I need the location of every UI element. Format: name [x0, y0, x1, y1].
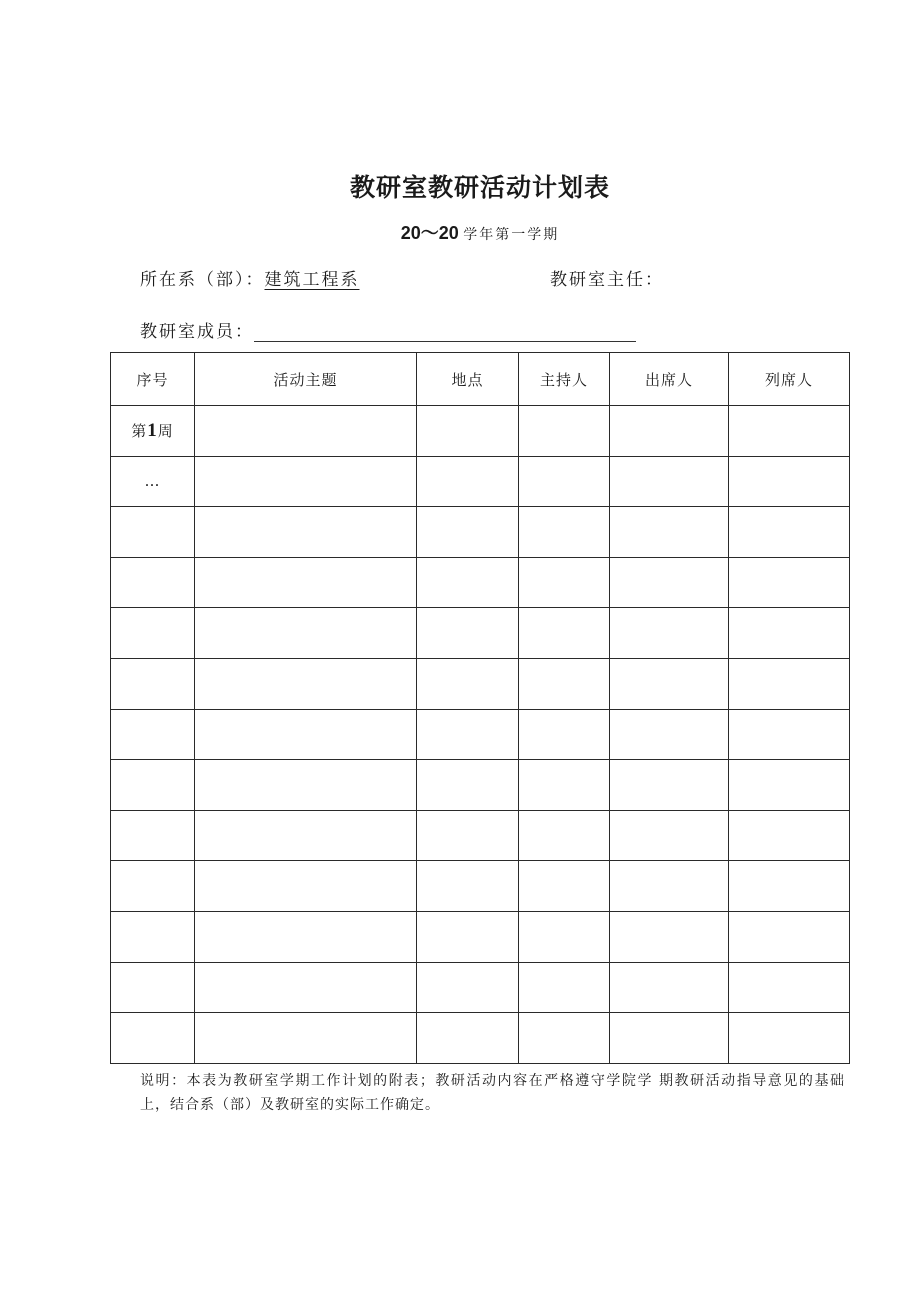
- footnote: 说明：本表为教研室学期工作计划的附表；教研活动内容在严格遵守学院学 期教研活动指导意见的基础上，结合系（部）及教研室的实际工作确定。: [140, 1073, 845, 1113]
- table-cell[interactable]: [417, 557, 519, 608]
- table-cell[interactable]: [195, 507, 417, 558]
- table-cell[interactable]: [417, 962, 519, 1013]
- table-cell[interactable]: [729, 861, 850, 912]
- term-subtitle: [0, 219, 920, 245]
- table-cell[interactable]: [519, 810, 610, 861]
- table-cell[interactable]: [417, 608, 519, 659]
- table-cell[interactable]: [111, 709, 195, 760]
- table-cell[interactable]: [195, 406, 417, 457]
- table-cell[interactable]: [111, 861, 195, 912]
- table-row: [111, 406, 850, 457]
- table-row: [111, 608, 850, 659]
- table-row: [111, 456, 850, 507]
- table-cell[interactable]: [417, 1013, 519, 1064]
- table-cell[interactable]: [610, 658, 729, 709]
- table-row: [111, 1013, 850, 1064]
- members-label: 教研室成员：: [140, 322, 254, 342]
- department-field: [140, 265, 360, 290]
- table-row: [111, 962, 850, 1013]
- table-cell[interactable]: [729, 962, 850, 1013]
- table-cell[interactable]: [195, 962, 417, 1013]
- term-label: 学年第一学期: [463, 227, 560, 243]
- table-cell[interactable]: [417, 861, 519, 912]
- table-cell[interactable]: [195, 911, 417, 962]
- table-row: [111, 507, 850, 558]
- table-row: [111, 810, 850, 861]
- table-cell[interactable]: [610, 911, 729, 962]
- table-row: [111, 557, 850, 608]
- director-field: [550, 265, 664, 290]
- table-cell[interactable]: [610, 406, 729, 457]
- table-row: [111, 709, 850, 760]
- activity-plan-table: [110, 352, 850, 1064]
- table-cell[interactable]: [417, 456, 519, 507]
- header-observers: 列席人: [729, 353, 850, 406]
- table-header-row: [111, 353, 850, 406]
- week-prefix: 第: [131, 421, 148, 440]
- table-cell[interactable]: [519, 406, 610, 457]
- table-cell[interactable]: [195, 810, 417, 861]
- members-blank-line: [254, 325, 636, 342]
- table-cell[interactable]: [417, 709, 519, 760]
- department-label: 所在系（部）：: [140, 270, 265, 290]
- header-index: 序号: [111, 353, 195, 406]
- table-cell[interactable]: [610, 608, 729, 659]
- week-suffix: 周: [157, 421, 174, 440]
- table-cell[interactable]: [195, 658, 417, 709]
- table-cell[interactable]: [519, 911, 610, 962]
- week-number: 1: [147, 419, 158, 441]
- table-cell[interactable]: [111, 962, 195, 1013]
- table-cell[interactable]: [111, 810, 195, 861]
- table-cell[interactable]: [111, 1013, 195, 1064]
- table-cell[interactable]: [610, 1013, 729, 1064]
- table-cell[interactable]: [417, 658, 519, 709]
- table-cell[interactable]: [417, 911, 519, 962]
- table-cell[interactable]: [729, 1013, 850, 1064]
- header-topic: 活动主题: [195, 353, 417, 406]
- table-cell[interactable]: [610, 861, 729, 912]
- table-cell[interactable]: [195, 861, 417, 912]
- header-attendees: 出席人: [610, 353, 729, 406]
- table-cell[interactable]: [519, 658, 610, 709]
- table-cell[interactable]: [195, 1013, 417, 1064]
- table-cell[interactable]: [729, 557, 850, 608]
- table-cell[interactable]: [111, 658, 195, 709]
- table-cell[interactable]: [729, 760, 850, 811]
- table-cell[interactable]: [610, 962, 729, 1013]
- page-title: 教研室教研活动计划表: [349, 173, 610, 202]
- header-host: 主持人: [519, 353, 610, 406]
- header-location: 地点: [417, 353, 519, 406]
- table-row: [111, 760, 850, 811]
- table-cell[interactable]: [111, 760, 195, 811]
- week-cell: [111, 406, 195, 457]
- table-cell[interactable]: [417, 406, 519, 457]
- table-cell[interactable]: [729, 608, 850, 659]
- table-row: [111, 658, 850, 709]
- table-cell[interactable]: [195, 760, 417, 811]
- table-cell[interactable]: [610, 709, 729, 760]
- table-cell[interactable]: [729, 507, 850, 558]
- academic-years: 20～20: [400, 223, 459, 243]
- table-cell[interactable]: [729, 709, 850, 760]
- table-cell[interactable]: [417, 760, 519, 811]
- table-row: [111, 861, 850, 912]
- table-cell[interactable]: [195, 709, 417, 760]
- table-cell[interactable]: [729, 810, 850, 861]
- table-cell[interactable]: [610, 557, 729, 608]
- table-cell[interactable]: [519, 962, 610, 1013]
- table-cell[interactable]: [195, 456, 417, 507]
- members-field: [140, 317, 636, 342]
- table-cell[interactable]: [729, 406, 850, 457]
- table-cell[interactable]: [111, 557, 195, 608]
- table-cell[interactable]: [610, 507, 729, 558]
- table-cell[interactable]: [111, 608, 195, 659]
- table-cell[interactable]: [519, 760, 610, 811]
- department-value: 建筑工程系: [264, 270, 360, 290]
- table-cell[interactable]: [519, 861, 610, 912]
- ellipsis-cell: …: [111, 456, 195, 507]
- director-label: 教研室主任：: [550, 270, 664, 290]
- table-cell[interactable]: [519, 608, 610, 659]
- table-cell[interactable]: [195, 608, 417, 659]
- table-cell[interactable]: [729, 456, 850, 507]
- table-cell[interactable]: [111, 911, 195, 962]
- table-cell[interactable]: [610, 760, 729, 811]
- table-cell[interactable]: [610, 810, 729, 861]
- table-cell[interactable]: [519, 1013, 610, 1064]
- table-cell[interactable]: [519, 709, 610, 760]
- table-cell[interactable]: [519, 507, 610, 558]
- table-row: [111, 911, 850, 962]
- table-cell[interactable]: [519, 456, 610, 507]
- table-cell[interactable]: [111, 507, 195, 558]
- table-cell[interactable]: [195, 557, 417, 608]
- table-cell[interactable]: [417, 810, 519, 861]
- table-cell[interactable]: [417, 507, 519, 558]
- table-cell[interactable]: [610, 456, 729, 507]
- table-cell[interactable]: [729, 658, 850, 709]
- table-cell[interactable]: [729, 911, 850, 962]
- table-cell[interactable]: [519, 557, 610, 608]
